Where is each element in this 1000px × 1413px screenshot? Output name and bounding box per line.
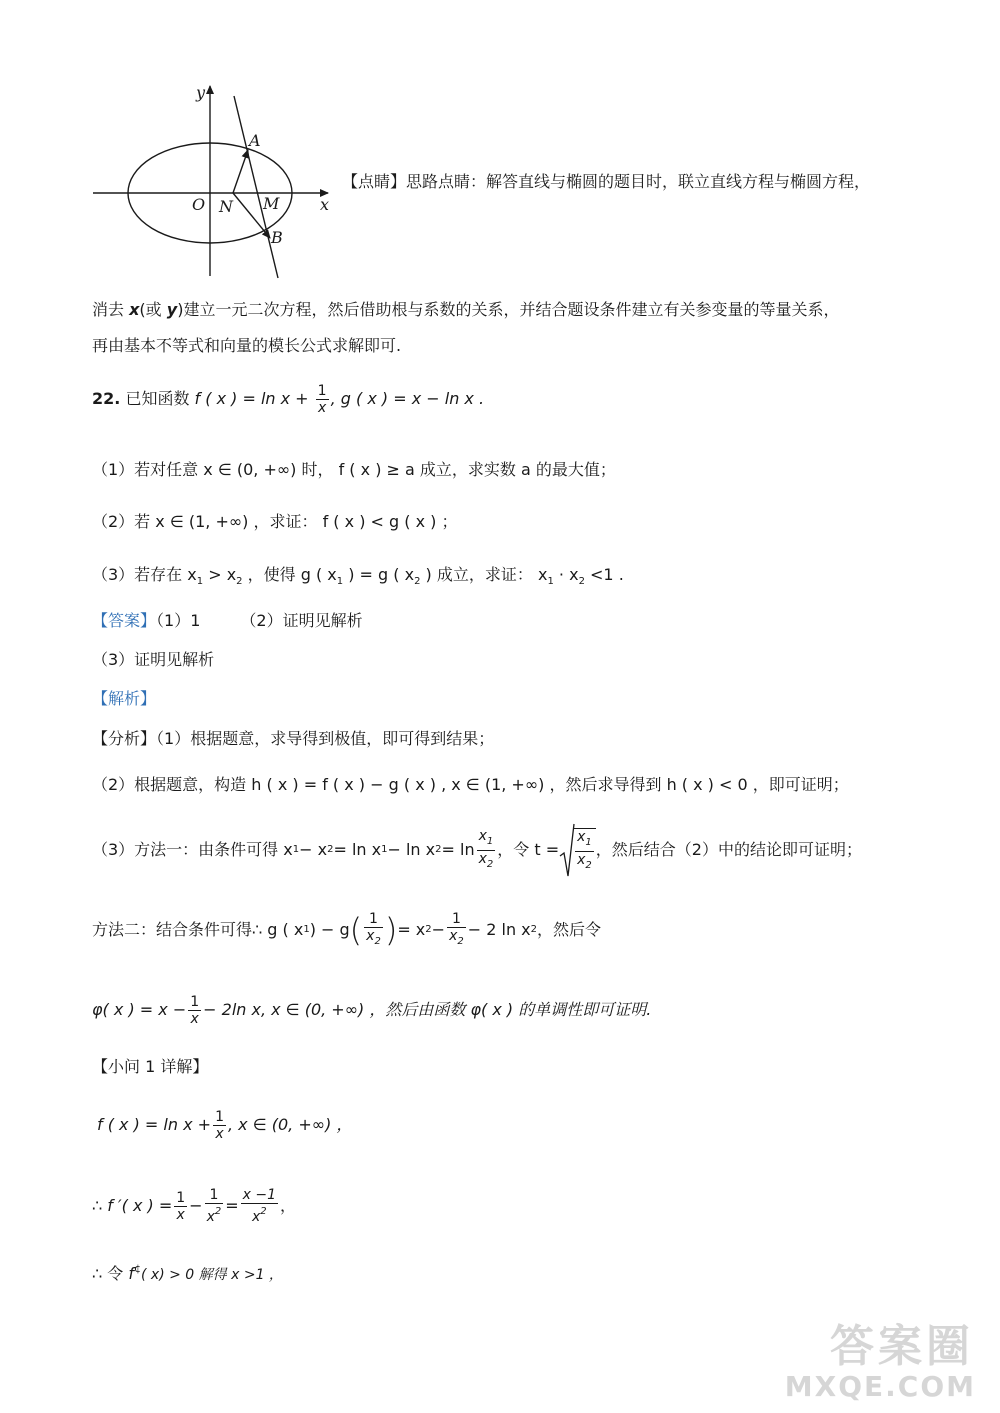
- text: − 2ln x, x ∈ (0, +∞) ，然后由函数 φ( x ) 的单调性即可证明.: [203, 1000, 652, 1019]
- detail-1-let: [92, 1259, 283, 1285]
- text: （3）方法一：由条件可得 x: [92, 840, 293, 859]
- numerator: 1: [205, 1187, 224, 1204]
- answer-tag: 【答案】: [92, 611, 157, 630]
- text: > x: [203, 565, 237, 584]
- text: ，然后令: [537, 920, 602, 939]
- var-x: x: [129, 300, 140, 319]
- watermark-logo: 答案圈: [830, 1321, 974, 1372]
- text: ) = g ( x: [343, 565, 415, 584]
- fraction-1-over-x2: [364, 911, 383, 950]
- dianjing-tag: 【点睛】: [342, 172, 407, 191]
- text: f ( x ) = ln x +: [97, 1115, 212, 1134]
- question-part-2: （2）若 x ∈ (1, +∞) ，求证： f ( x ) < g ( x ) ；: [92, 512, 458, 531]
- jiexi-tag: 【解析】: [92, 689, 157, 708]
- numerator: x: [478, 827, 487, 844]
- subscript: 2: [425, 924, 432, 935]
- denominator: x: [449, 927, 458, 944]
- detail-1-derivative: [92, 1182, 296, 1230]
- text: ，然后结合（2）中的结论即可证明；: [595, 840, 862, 859]
- subscript: 1: [196, 576, 204, 587]
- text: ，令 t =: [497, 840, 560, 859]
- subscript: 1: [292, 844, 300, 855]
- text: = ln x: [333, 840, 382, 859]
- label-m: M: [263, 194, 280, 213]
- var-y: y: [166, 300, 178, 319]
- question-part-3: [92, 565, 624, 592]
- dianjing-text-1: 思路点睛：解答直线与椭圆的题目时，联立直线方程与椭圆方程，: [406, 172, 871, 191]
- text: ，: [280, 1196, 297, 1215]
- text: − ln x: [387, 840, 436, 859]
- fraction-1-over-x: [316, 383, 329, 416]
- text: ，使得 g ( x: [242, 565, 337, 584]
- fenxi-step-2: （2）根据题意，构造 h ( x ) = f ( x ) − g ( x ) , x ∈ (1, +∞) ，然后求导得到 h ( x ) < 0 ，即可证明；: [92, 775, 849, 794]
- subscript: 2: [486, 858, 494, 870]
- answer-3: （3）证明见解析: [92, 650, 215, 669]
- dianjing-line-1: [342, 172, 870, 192]
- dianjing-line-2: [92, 300, 839, 320]
- subscript: 2: [435, 844, 442, 855]
- text: ∴ f ′( x ) =: [92, 1196, 173, 1215]
- denominator: x: [251, 1209, 261, 1225]
- line-ab: [234, 96, 278, 278]
- label-n: N: [219, 197, 233, 216]
- denominator: x: [206, 1209, 215, 1225]
- text: = ln: [441, 840, 475, 859]
- text: （3）若存在 x: [92, 565, 197, 584]
- question-part-1: （1）若对任意 x ∈ (0, +∞) 时， f ( x ) ≥ a 成立，求实数 a 的最大值；: [92, 460, 616, 479]
- sqrt-x1-over-x2: [559, 826, 596, 874]
- text: 消去: [92, 300, 130, 319]
- subscript: 2: [457, 935, 464, 947]
- superscript: 2: [214, 1206, 222, 1217]
- numerator: 1: [447, 911, 466, 928]
- detail-1-f: [97, 1103, 352, 1147]
- text: =: [225, 1196, 239, 1215]
- text: −: [189, 1196, 203, 1215]
- fraction-1-over-x: [174, 1190, 187, 1223]
- g-definition: , g ( x ) = x − ln x .: [330, 389, 485, 408]
- phi-definition: [92, 988, 651, 1032]
- f-definition: f ( x ) = ln x +: [194, 389, 314, 408]
- numerator: 1: [215, 1108, 224, 1125]
- fenxi-step-3: [92, 822, 862, 878]
- fenxi-method-2: [92, 902, 601, 958]
- prime-symbol: ¢: [134, 1262, 141, 1275]
- subscript: 2: [374, 935, 381, 947]
- text: − x: [299, 840, 328, 859]
- text: φ( x ) = x −: [92, 1000, 187, 1019]
- answer-line-1: [92, 611, 363, 631]
- subscript: 1: [486, 835, 494, 847]
- numerator: 1: [190, 993, 200, 1010]
- subscript: 2: [414, 576, 421, 587]
- numerator: 1: [364, 911, 383, 928]
- denominator: x: [215, 1125, 224, 1142]
- fraction-x1-over-x2: [477, 828, 496, 873]
- radical-sign: [559, 822, 575, 878]
- label-b: B: [271, 228, 283, 247]
- superscript: 2: [260, 1206, 267, 1217]
- text: )建立一元二次方程，然后借助根与系数的关系，并结合题设条件建立有关参变量的等量关系，: [177, 300, 840, 319]
- fenxi-line-1: [92, 729, 494, 749]
- subscript: 1: [547, 576, 554, 587]
- detail-1-tag: 【小问 1 详解】: [92, 1057, 209, 1076]
- denominator: x: [478, 850, 487, 867]
- dianjing-line-3: 再由基本不等式和向量的模长公式求解即可.: [92, 336, 402, 355]
- fraction-x-minus-1-over-x-squared: [241, 1187, 278, 1225]
- subscript: 2: [530, 924, 538, 935]
- subscript: 1: [381, 844, 388, 855]
- text: , x ∈ (0, +∞) ，: [227, 1115, 353, 1134]
- subscript: 1: [336, 576, 344, 587]
- subscript: 1: [303, 924, 310, 935]
- subscript: 2: [578, 576, 585, 587]
- denominator: x: [366, 927, 375, 944]
- denominator: x: [317, 400, 327, 416]
- fraction-1-over-x: [213, 1109, 226, 1142]
- denominator: x: [190, 1010, 199, 1027]
- subscript: 1: [585, 837, 592, 848]
- fraction-1-over-x-squared: [205, 1187, 224, 1225]
- question-number: 22.: [92, 389, 121, 408]
- text: − 2 ln x: [467, 920, 531, 939]
- denominator: x: [577, 852, 586, 868]
- text: (或: [139, 300, 167, 319]
- fraction-1-over-x2-b: [447, 911, 466, 950]
- numerator: 1: [176, 1189, 186, 1206]
- f-symbol: f: [128, 1264, 134, 1283]
- label-x: x: [320, 195, 330, 214]
- numerator: x: [577, 829, 586, 845]
- subscript: 2: [585, 860, 592, 871]
- label-a: A: [249, 131, 261, 150]
- text: −: [431, 920, 446, 939]
- answer-1: （1）1: [156, 611, 201, 630]
- answer-2: （2）证明见解析: [240, 611, 363, 630]
- subscript: 2: [236, 576, 243, 587]
- fenxi-step-1: （1）根据题意，求导得到极值，即可得到结果；: [156, 729, 495, 748]
- text: ∴ 令: [92, 1264, 129, 1283]
- text: ) 成立，求证： x: [420, 565, 548, 584]
- denominator: x: [176, 1206, 185, 1223]
- fraction-1-over-x: [188, 994, 201, 1027]
- watermark-url: MXQE.COM: [784, 1370, 976, 1403]
- question-22-stem: [92, 383, 484, 416]
- vector-na: [233, 150, 248, 193]
- ellipse-diagram: [88, 78, 338, 283]
- right-paren: ): [384, 911, 398, 949]
- numerator: 1: [317, 383, 327, 399]
- left-paren: (: [349, 911, 363, 949]
- text: <1 .: [584, 565, 624, 584]
- fraction-inside-sqrt: [575, 829, 594, 874]
- text: = x: [397, 920, 426, 939]
- subscript: 2: [327, 844, 334, 855]
- fenxi-tag: 【分析】: [92, 729, 157, 748]
- label-o: O: [192, 195, 206, 214]
- text: ( x) > 0 解得 x >1 ，: [141, 1267, 283, 1283]
- label-y: y: [196, 83, 206, 102]
- text: ) − g: [309, 920, 350, 939]
- stem-pre: 已知函数: [125, 389, 195, 408]
- text: · x: [553, 565, 579, 584]
- numerator: x −1: [242, 1187, 277, 1203]
- text: 方法二：结合条件可得∴ g ( x: [92, 920, 304, 939]
